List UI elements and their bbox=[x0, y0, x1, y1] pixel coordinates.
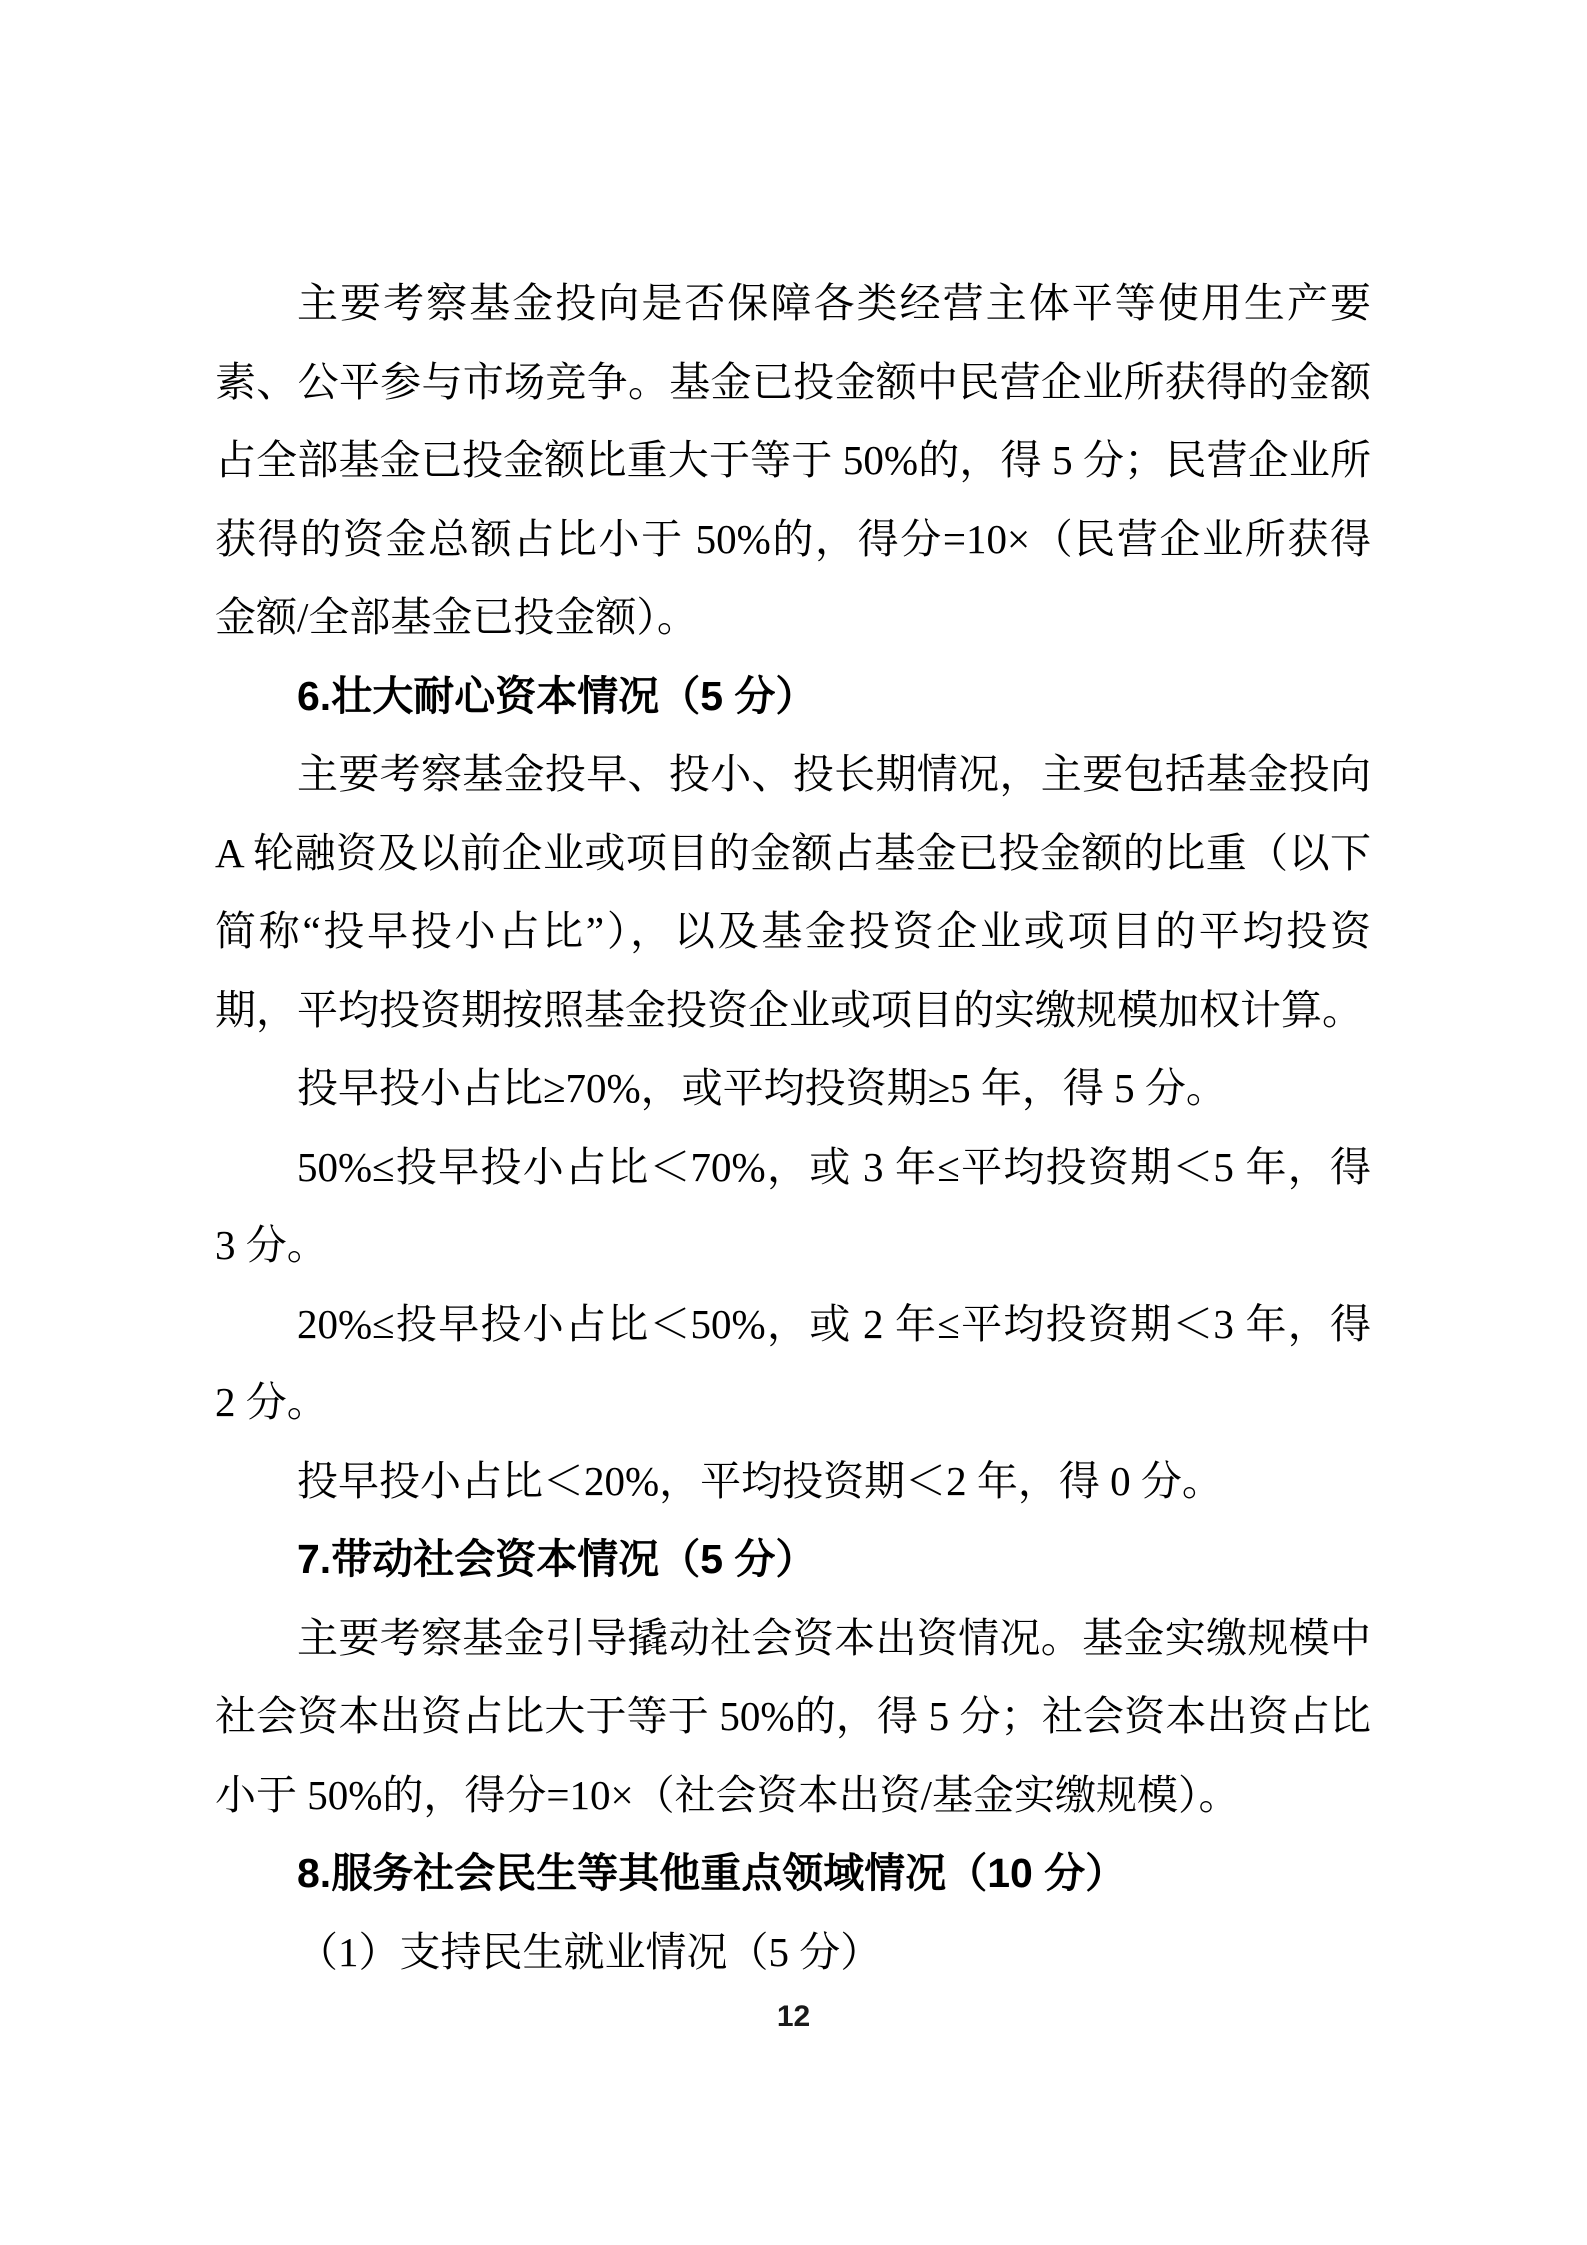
text-line: 金额/全部基金已投金额）。 bbox=[215, 594, 698, 640]
heading-line: 8.服务社会民生等其他重点领域情况（10 分） bbox=[297, 1850, 1127, 1896]
text-line: 2 分。 bbox=[215, 1379, 328, 1425]
text-line: 3 分。 bbox=[215, 1222, 328, 1268]
paragraph bbox=[215, 1049, 1371, 1128]
text-line: 获得的资金总额占比小于 50%的，得分=10×（民营企业所获得 bbox=[215, 515, 1371, 562]
text-line: 投早投小占比＜20%，平均投资期＜2 年，得 0 分。 bbox=[297, 1457, 1223, 1504]
text-line: 素、公平参与市场竞争。基金已投金额中民营企业所获得的金额 bbox=[215, 358, 1371, 405]
heading-line: 6.壮大耐心资本情况（5 分） bbox=[297, 672, 817, 719]
paragraph bbox=[215, 1128, 1371, 1285]
text-line: 小于 50%的，得分=10×（社会资本出资/基金实缴规模）。 bbox=[215, 1771, 1240, 1818]
text-line: 主要考察基金投向是否保障各类经营主体平等使用生产要 bbox=[297, 280, 1371, 326]
heading-line: 7.带动社会资本情况（5 分） bbox=[297, 1536, 817, 1582]
paragraph bbox=[215, 264, 1371, 657]
text-line: 50%≤投早投小占比＜70%，或 3 年≤平均投资期＜5 年，得 bbox=[297, 1143, 1371, 1190]
text-line: 占全部基金已投金额比重大于等于 50%的，得 5 分；民营企业所 bbox=[215, 437, 1371, 483]
document-body bbox=[215, 264, 1371, 1991]
section-heading bbox=[215, 1520, 1371, 1599]
paragraph bbox=[215, 1599, 1371, 1835]
paragraph bbox=[215, 1285, 1371, 1442]
text-line: 主要考察基金投早、投小、投长期情况，主要包括基金投向 bbox=[297, 751, 1371, 797]
section-heading bbox=[215, 1834, 1371, 1913]
text-line: A 轮融资及以前企业或项目的金额占基金已投金额的比重（以下 bbox=[215, 829, 1371, 876]
text-line: 简称“投早投小占比”），以及基金投资企业或项目的平均投资 bbox=[215, 908, 1371, 954]
section-heading bbox=[215, 657, 1371, 736]
text-line: 期，平均投资期按照基金投资企业或项目的实缴规模加权计算。 bbox=[215, 986, 1363, 1033]
text-line: 投早投小占比≥70%，或平均投资期≥5 年，得 5 分。 bbox=[297, 1065, 1227, 1111]
paragraph bbox=[215, 1913, 1371, 1992]
text-line: 20%≤投早投小占比＜50%，或 2 年≤平均投资期＜3 年，得 bbox=[297, 1300, 1371, 1347]
page-number: 12 bbox=[776, 2000, 811, 2033]
paragraph bbox=[215, 735, 1371, 1049]
paragraph bbox=[215, 1442, 1371, 1521]
text-line: 社会资本出资占比大于等于 50%的，得 5 分；社会资本出资占比 bbox=[215, 1693, 1371, 1739]
text-line: 主要考察基金引导撬动社会资本出资情况。基金实缴规模中 bbox=[297, 1614, 1371, 1661]
text-line: （1）支持民生就业情况（5 分） bbox=[297, 1928, 882, 1975]
